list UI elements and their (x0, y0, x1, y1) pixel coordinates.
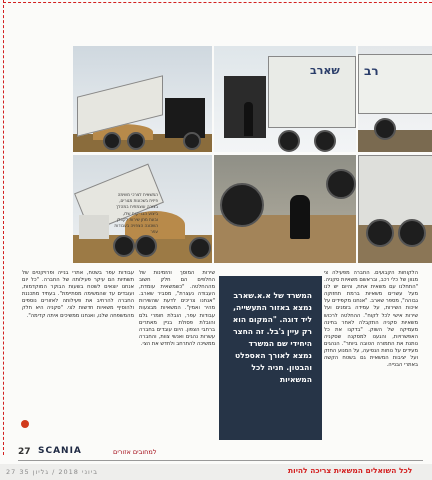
cut-guide-vertical (3, 0, 4, 455)
end-of-article-icon (21, 420, 29, 428)
page-footer (18, 445, 423, 461)
cut-guide-horizontal (3, 2, 432, 3)
photo-truck-rear (358, 155, 432, 263)
section-name: למחובים אזורים (113, 448, 157, 456)
article-column-right: הלקוחות הקבועים. החברה מפעילה צי מגוון של כלי רכב, ובראשם משאיות סקניה. "התחלנו עם משאית אחת, והיום יש לנו מעל עשרים משאיות ברמת תחזוקה גבוהה", מספר שארב. "אנחנו מקפידים על איכות השירות, על עמידה בזמנים ועל שירות אישי לכל לקוח". ההחלטה לרכוש משאיות סקניה התקבלה לאחר בחינה מעמיקה של השוק. "בדקנו את כל האפשרויות, והגענו למסקנה שסקניה נותנת את התמורה הטובה ביותר". הנהגים מעידים על נוחות הנסיעה, על המנוע החזק ועל יציבות המשאית גם בשטח הקשה באתרי הבנייה. (324, 270, 418, 369)
footer-divider (18, 460, 423, 461)
company-logo: שארב (310, 64, 340, 77)
brand-wordmark: SCANIA (38, 446, 82, 456)
photo-dump-truck-top (73, 46, 212, 152)
pull-quote-box (219, 276, 322, 440)
photo-trailer-side: רב (358, 46, 432, 152)
article-column-left: עבודות עפר בשטח, אתרי בנייה ופרויקטים של תשתיות הם עיקר פעילותה של החברה. "כל יום אנחנו יוצאים לשטח בשעות הבוקר המוקדמות, ועובדים עד שהמשימה מסתיימת". בעתיד מתכננת החברה להרחיב את פעילותה לאזורים נוספים ולהוסיף משאיות חדשות לצי. "סקניה היא חלק מהמשפחה שלנו, ואנחנו ממשיכים איתה קדימה". (22, 270, 134, 319)
print-slug: 27 ביוני 2018 / גליון 35 (6, 468, 99, 476)
photo-truck-worker (214, 46, 356, 152)
print-slug-red: לכל השואלים המשאית צריכה להיות (288, 466, 413, 475)
photo-worker-crouching (214, 155, 356, 263)
photo-caption: המשאית לצרכי משימה פיזית בשכונות מגורים, בצורה עוצמתית במהלך ביצוע הבדיקות שלו, ובעת מתן שירות לקבלן השכונה הצפויה בעבודות עפר (114, 192, 158, 235)
article-column-middle: שירות המוסך והזמינות של החלפים הם חלק חשוב מההחלטה. "כשמשאית עומדת, העבודה נעצרת", מסביר שארב. "אנחנו צריכים לדעת שהשירות מהיר ואמין". המשאיות מבצעות עבודות עפר, הובלת חומרי גלם והובלת פסולת בניין מאתרים ברחבי הצפון. היום עובדים בחברה עשרות נהגים ואנשי צוות, והחברה ממשיכה להתרחב ולחדש את הצי. (139, 270, 215, 347)
page-number: 27 (18, 447, 31, 457)
pull-quote: המשרד של א.א.שארב נמצא באזור התעשייה, ליד דוגה. "המקום הוא רק עיין ג'בל. זה החצר היחידי שם המשרד נמצא לאורך האספלט והבטון. חניה לכל המשאיות (232, 291, 312, 384)
